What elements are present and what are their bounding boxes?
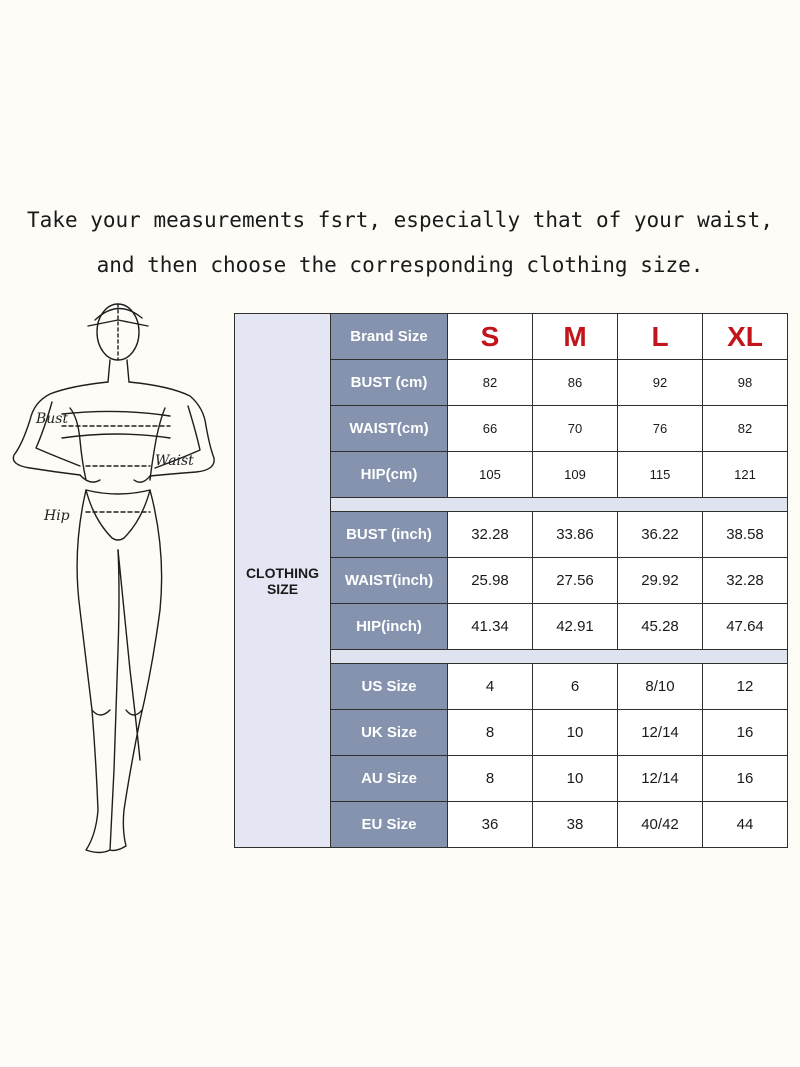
table-cell: 12 (703, 664, 788, 710)
table-cell: 41.34 (448, 604, 533, 650)
row-label: WAIST(cm) (331, 406, 448, 452)
table-cell: 16 (703, 756, 788, 802)
body-measurement-figure (0, 290, 235, 880)
table-cell: 38 (533, 802, 618, 848)
table-cell: 70 (533, 406, 618, 452)
section-spacer-cell (331, 650, 788, 664)
size-header-s: S (448, 314, 533, 360)
bust-label: Bust (36, 411, 69, 427)
brand-size-header: Brand Size (331, 314, 448, 360)
table-cell: 98 (703, 360, 788, 406)
table-cell: 109 (533, 452, 618, 498)
table-cell: 115 (618, 452, 703, 498)
row-label: WAIST(inch) (331, 558, 448, 604)
brand-size-row (235, 314, 788, 360)
table-cell: 44 (703, 802, 788, 848)
table-cell: 8 (448, 756, 533, 802)
row-label: HIP(cm) (331, 452, 448, 498)
table-cell: 6 (533, 664, 618, 710)
table-cell: 12/14 (618, 710, 703, 756)
clothing-size-label: CLOTHING SIZE (235, 314, 331, 848)
table-cell: 32.28 (703, 558, 788, 604)
size-chart-table (234, 313, 788, 848)
table-cell: 121 (703, 452, 788, 498)
row-label: AU Size (331, 756, 448, 802)
table-cell: 36.22 (618, 512, 703, 558)
waist-label: Waist (155, 453, 194, 469)
row-label: US Size (331, 664, 448, 710)
size-header-l: L (618, 314, 703, 360)
instructions (0, 198, 800, 288)
table-cell: 40/42 (618, 802, 703, 848)
table-cell: 25.98 (448, 558, 533, 604)
table-cell: 38.58 (703, 512, 788, 558)
table-cell: 16 (703, 710, 788, 756)
size-header-xl: XL (703, 314, 788, 360)
table-cell: 45.28 (618, 604, 703, 650)
instruction-line-2: and then choose the corresponding clothing size. (96, 253, 704, 277)
row-label: UK Size (331, 710, 448, 756)
row-label: EU Size (331, 802, 448, 848)
table-cell: 92 (618, 360, 703, 406)
table-cell: 86 (533, 360, 618, 406)
table-cell: 4 (448, 664, 533, 710)
table-cell: 82 (703, 406, 788, 452)
table-cell: 32.28 (448, 512, 533, 558)
table-cell: 29.92 (618, 558, 703, 604)
hip-label: Hip (44, 508, 70, 524)
table-cell: 47.64 (703, 604, 788, 650)
table-cell: 33.86 (533, 512, 618, 558)
table-cell: 66 (448, 406, 533, 452)
table-cell: 8 (448, 710, 533, 756)
table-cell: 27.56 (533, 558, 618, 604)
table-cell: 8/10 (618, 664, 703, 710)
size-header-m: M (533, 314, 618, 360)
table-cell: 105 (448, 452, 533, 498)
row-label: BUST (cm) (331, 360, 448, 406)
table-cell: 42.91 (533, 604, 618, 650)
row-label: HIP(inch) (331, 604, 448, 650)
body-outline-drawing (0, 290, 235, 880)
table-cell: 82 (448, 360, 533, 406)
table-cell: 12/14 (618, 756, 703, 802)
table-cell: 76 (618, 406, 703, 452)
table-cell: 36 (448, 802, 533, 848)
section-spacer-cell (331, 498, 788, 512)
table-cell: 10 (533, 710, 618, 756)
table-cell: 10 (533, 756, 618, 802)
row-label: BUST (inch) (331, 512, 448, 558)
instruction-line-1: Take your measurements fsrt, especially that of your waist, (27, 208, 773, 232)
